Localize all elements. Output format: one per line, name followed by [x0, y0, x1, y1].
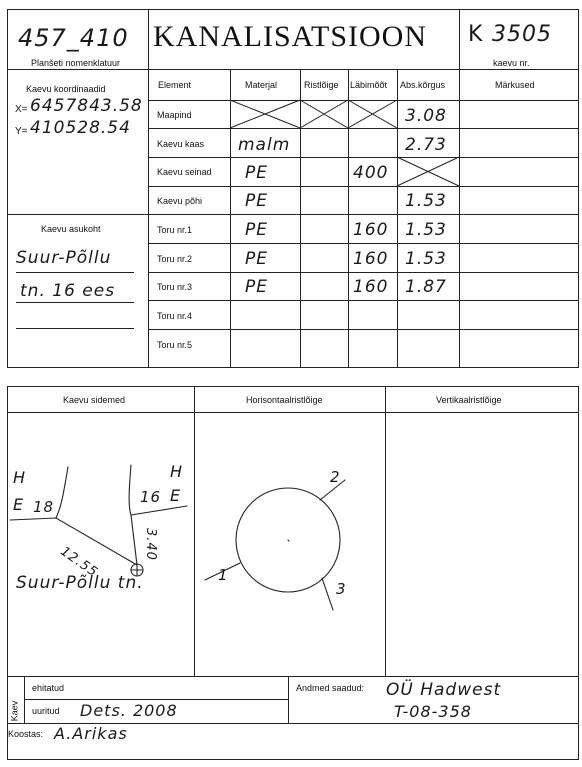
author-label: Koostas: [8, 729, 44, 739]
sketch-right-h: H [170, 462, 184, 481]
sketch-left-h: H [13, 468, 27, 487]
pipe3-height: 1.87 [405, 277, 447, 297]
x-prefix: X= [15, 104, 28, 115]
row-element-pipe1: Toru nr.1 [157, 225, 193, 235]
author-value: A.Arikas [54, 724, 128, 743]
sheet-label: Planšeti nomenklatuur [31, 58, 121, 68]
page-title: KANALISATSIOON [153, 20, 427, 53]
pipe1-material: PE [245, 220, 268, 240]
row-element-pipe4: Toru nr.4 [157, 311, 193, 321]
col-header-cross-section: Ristlõige [304, 80, 339, 90]
ties-label: Kaevu sidemed [63, 395, 126, 405]
row-element-lid: Kaevu kaas [157, 139, 205, 149]
measured-value: Dets. 2008 [80, 701, 178, 720]
pipe3-material: PE [245, 277, 268, 297]
footer-mid-divider [288, 676, 289, 723]
sketch-dist-vert: 3.40 [143, 528, 158, 561]
x-coordinate: 6457843.58 [30, 96, 143, 116]
pipe2-diameter: 160 [353, 249, 389, 269]
bottom-height: 1.53 [405, 191, 447, 211]
pipe-2-label: 2 [330, 468, 341, 486]
pipe1-height: 1.53 [405, 220, 447, 240]
location-line2: tn. 16 ees [20, 281, 116, 301]
walls-material: PE [245, 163, 268, 183]
data-source-ref: T-08-358 [394, 702, 472, 721]
y-coordinate: 410528.54 [30, 118, 131, 138]
pipe3-diameter: 160 [353, 277, 389, 297]
coordinates-label: Kaevu koordinaadid [26, 84, 106, 94]
col-header-diameter: Läbimõõt [350, 80, 388, 90]
sketch-street: Suur-Põllu tn. [16, 573, 144, 593]
kaev-label: Kaev [9, 700, 20, 722]
measured-label: uuritud [32, 706, 60, 716]
sketch-right-e: E [170, 486, 182, 505]
row-element-pipe3: Toru nr.3 [157, 282, 193, 292]
location-line1: Suur-Põllu [16, 248, 112, 268]
col-header-material: Materjal [245, 80, 278, 90]
col-header-height: Abs.kõrgus [400, 80, 446, 90]
horizontal-label: Horisontaalristlõige [246, 395, 323, 405]
well-number-label: kaevu nr. [493, 58, 530, 68]
row-element-pipe5: Toru nr.5 [157, 340, 193, 350]
ground-height: 3.08 [405, 106, 447, 126]
pipe2-material: PE [245, 249, 268, 269]
sketch-left-num: 18 [33, 498, 55, 516]
row-element-pipe2: Toru nr.2 [157, 254, 193, 264]
data-source-value: OÜ Hadwest [386, 680, 502, 700]
y-prefix: Y= [15, 126, 28, 137]
footer-row-line [24, 699, 288, 700]
sketch-left-e: E [13, 495, 25, 514]
col-header-notes: Märkused [495, 80, 535, 90]
sketch-right-num: 16 [140, 488, 162, 506]
pipe-1-label: 1 [218, 566, 229, 584]
row-element-bottom: Kaevu põhi [157, 196, 203, 206]
pipe2-height: 1.53 [405, 249, 447, 269]
row-element-walls: Kaevu seinad [157, 167, 212, 177]
row-element-ground: Maapind [157, 110, 192, 120]
walls-diameter: 400 [353, 163, 389, 183]
vertical-label: Vertikaalristlõige [436, 395, 502, 405]
location-label: Kaevu asukoht [41, 224, 101, 234]
bottom-material: PE [245, 191, 268, 211]
col-header-element: Element [158, 80, 192, 90]
well-number: 3505 [492, 22, 552, 47]
sheet-number: 457_410 [18, 24, 129, 52]
pipe-3-label: 3 [336, 580, 347, 598]
lid-height: 2.73 [405, 135, 447, 155]
lid-material: malm [238, 135, 291, 155]
well-number-prefix: K [468, 22, 484, 47]
sketch-dist-diag: 12.55 [57, 544, 101, 581]
pipe1-diameter: 160 [353, 220, 389, 240]
built-label: ehitatud [32, 683, 65, 693]
data-source-label: Andmed saadud: [296, 683, 365, 693]
footer-top-line [7, 676, 579, 677]
